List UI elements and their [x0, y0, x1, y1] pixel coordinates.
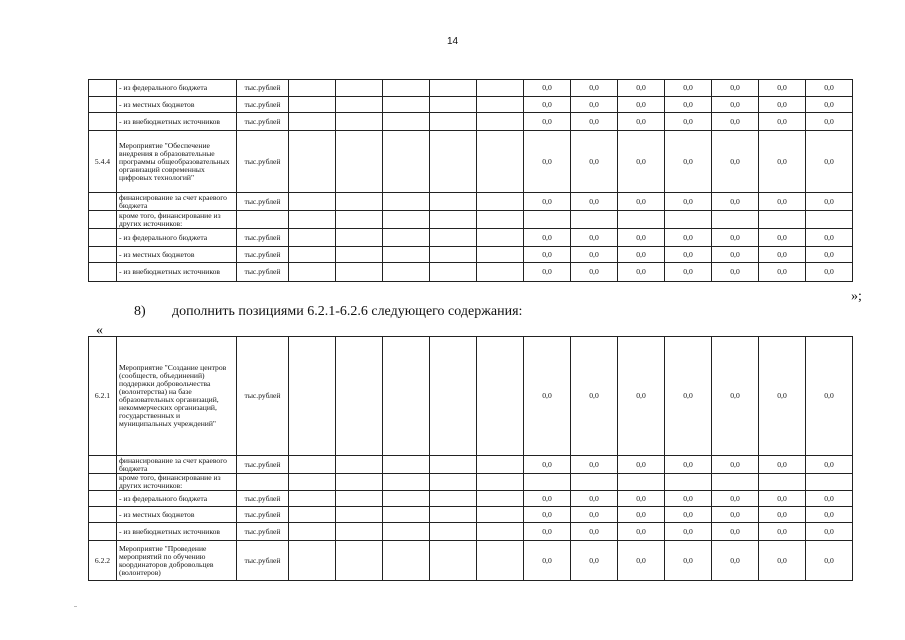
- value-cell: 0,0: [618, 131, 665, 193]
- row-label-cell: финансирование за счет краевого бюджета: [117, 193, 237, 211]
- row-number-cell: 5.4.4: [89, 131, 117, 193]
- empty-cell: [289, 113, 336, 131]
- empty-cell: [383, 507, 430, 523]
- empty-cell: [336, 263, 383, 282]
- value-cell: 0,0: [524, 113, 571, 131]
- empty-cell: [289, 131, 336, 193]
- empty-cell: [430, 523, 477, 541]
- value-cell: 0,0: [665, 523, 712, 541]
- unit-cell: тыс.рублей: [237, 193, 289, 211]
- row-label-cell: - из федерального бюджета: [117, 491, 237, 507]
- empty-cell: [477, 211, 524, 229]
- value-cell: 0,0: [806, 229, 853, 247]
- unit-cell: тыс.рублей: [237, 113, 289, 131]
- empty-cell: [289, 523, 336, 541]
- empty-cell: [336, 541, 383, 581]
- value-cell: 0,0: [571, 193, 618, 211]
- value-cell: 0,0: [759, 131, 806, 193]
- empty-cell: [383, 337, 430, 456]
- value-cell: 0,0: [712, 97, 759, 113]
- table-row: [89, 247, 853, 263]
- empty-cell: [336, 507, 383, 523]
- value-cell: 0,0: [665, 229, 712, 247]
- empty-cell: [289, 80, 336, 97]
- row-number-cell: [89, 456, 117, 474]
- empty-cell: [336, 80, 383, 97]
- empty-cell: [477, 131, 524, 193]
- unit-cell: [237, 211, 289, 229]
- row-number-cell: 6.2.1: [89, 337, 117, 456]
- value-cell: 0,0: [618, 97, 665, 113]
- value-cell: 0,0: [712, 113, 759, 131]
- value-cell: 0,0: [712, 229, 759, 247]
- row-label-cell: Мероприятие "Проведение мероприятий по обучению координаторов добровольцев (волонтеров): [117, 541, 237, 581]
- value-cell: 0,0: [665, 193, 712, 211]
- value-cell: 0,0: [806, 80, 853, 97]
- value-cell: 0,0: [759, 263, 806, 282]
- value-cell: 0,0: [524, 456, 571, 474]
- empty-cell: [430, 193, 477, 211]
- value-cell: 0,0: [806, 263, 853, 282]
- empty-cell: [289, 541, 336, 581]
- empty-cell: [430, 541, 477, 581]
- value-cell: 0,0: [712, 507, 759, 523]
- empty-cell: [477, 507, 524, 523]
- unit-cell: тыс.рублей: [237, 97, 289, 113]
- value-cell: 0,0: [618, 247, 665, 263]
- empty-cell: [289, 263, 336, 282]
- empty-cell: [336, 113, 383, 131]
- value-cell: 0,0: [571, 247, 618, 263]
- value-cell: 0,0: [712, 523, 759, 541]
- empty-cell: [383, 211, 430, 229]
- row-number-cell: [89, 211, 117, 229]
- empty-cell: [430, 229, 477, 247]
- empty-cell: [383, 456, 430, 474]
- empty-cell: [477, 113, 524, 131]
- empty-cell: [383, 193, 430, 211]
- row-label-cell: финансирование за счет краевого бюджета: [117, 456, 237, 474]
- empty-cell: [336, 456, 383, 474]
- empty-cell: [289, 456, 336, 474]
- value-cell: 0,0: [759, 337, 806, 456]
- empty-cell: [383, 541, 430, 581]
- value-cell: 0,0: [759, 113, 806, 131]
- empty-cell: [477, 263, 524, 282]
- table-row: [89, 131, 853, 193]
- empty-cell: [289, 507, 336, 523]
- empty-cell: [383, 80, 430, 97]
- row-number-cell: [89, 97, 117, 113]
- value-cell: 0,0: [806, 541, 853, 581]
- value-cell: [571, 211, 618, 229]
- value-cell: 0,0: [571, 337, 618, 456]
- empty-cell: [477, 247, 524, 263]
- unit-cell: тыс.рублей: [237, 456, 289, 474]
- value-cell: 0,0: [618, 337, 665, 456]
- value-cell: 0,0: [524, 491, 571, 507]
- value-cell: [665, 211, 712, 229]
- row-label-cell: - из местных бюджетов: [117, 247, 237, 263]
- value-cell: 0,0: [806, 523, 853, 541]
- value-cell: 0,0: [524, 131, 571, 193]
- value-cell: 0,0: [759, 193, 806, 211]
- row-label-cell: - из местных бюджетов: [117, 507, 237, 523]
- unit-cell: [237, 474, 289, 491]
- value-cell: 0,0: [665, 113, 712, 131]
- budget-table-1: [88, 79, 853, 282]
- value-cell: [759, 474, 806, 491]
- row-number-cell: [89, 113, 117, 131]
- empty-cell: [383, 247, 430, 263]
- empty-cell: [289, 247, 336, 263]
- value-cell: 0,0: [524, 541, 571, 581]
- value-cell: [712, 474, 759, 491]
- value-cell: 0,0: [571, 491, 618, 507]
- value-cell: 0,0: [759, 456, 806, 474]
- table-row: [89, 113, 853, 131]
- empty-cell: [383, 523, 430, 541]
- value-cell: 0,0: [618, 507, 665, 523]
- value-cell: 0,0: [759, 247, 806, 263]
- value-cell: 0,0: [806, 337, 853, 456]
- value-cell: [571, 474, 618, 491]
- row-label-cell: Мероприятие "Обеспечение внедрения в образовательные программы общеобразовательных организаций современных цифровых технологий": [117, 131, 237, 193]
- empty-cell: [289, 211, 336, 229]
- value-cell: 0,0: [618, 80, 665, 97]
- row-label-cell: - из внебюджетных источников: [117, 523, 237, 541]
- row-label-cell: - из внебюджетных источников: [117, 113, 237, 131]
- value-cell: 0,0: [759, 491, 806, 507]
- empty-cell: [383, 229, 430, 247]
- budget-table-2: [88, 336, 853, 581]
- value-cell: [806, 211, 853, 229]
- row-label-cell: - из внебюджетных источников: [117, 263, 237, 282]
- value-cell: 0,0: [712, 193, 759, 211]
- closing-quote: »;: [851, 289, 862, 304]
- value-cell: 0,0: [524, 337, 571, 456]
- value-cell: 0,0: [571, 523, 618, 541]
- row-number-cell: [89, 474, 117, 491]
- empty-cell: [383, 97, 430, 113]
- scan-mark: [74, 606, 77, 607]
- value-cell: 0,0: [524, 80, 571, 97]
- item-number: 8): [134, 304, 146, 319]
- unit-cell: тыс.рублей: [237, 337, 289, 456]
- value-cell: [806, 474, 853, 491]
- empty-cell: [289, 474, 336, 491]
- empty-cell: [430, 456, 477, 474]
- value-cell: [759, 211, 806, 229]
- empty-cell: [430, 474, 477, 491]
- empty-cell: [336, 229, 383, 247]
- value-cell: 0,0: [712, 491, 759, 507]
- row-number-cell: [89, 80, 117, 97]
- empty-cell: [383, 263, 430, 282]
- page-number: 14: [446, 36, 459, 47]
- empty-cell: [477, 474, 524, 491]
- empty-cell: [430, 80, 477, 97]
- unit-cell: тыс.рублей: [237, 247, 289, 263]
- value-cell: 0,0: [571, 541, 618, 581]
- value-cell: 0,0: [759, 507, 806, 523]
- table-row: [89, 541, 853, 581]
- row-number-cell: 6.2.2: [89, 541, 117, 581]
- value-cell: 0,0: [665, 247, 712, 263]
- value-cell: [618, 211, 665, 229]
- empty-cell: [477, 456, 524, 474]
- unit-cell: тыс.рублей: [237, 131, 289, 193]
- value-cell: 0,0: [806, 113, 853, 131]
- empty-cell: [383, 113, 430, 131]
- empty-cell: [430, 97, 477, 113]
- row-label-cell: - из федерального бюджета: [117, 80, 237, 97]
- empty-cell: [383, 491, 430, 507]
- table-row: [89, 337, 853, 456]
- empty-cell: [336, 491, 383, 507]
- value-cell: 0,0: [571, 97, 618, 113]
- empty-cell: [430, 263, 477, 282]
- row-number-cell: [89, 523, 117, 541]
- value-cell: 0,0: [712, 131, 759, 193]
- empty-cell: [477, 97, 524, 113]
- value-cell: 0,0: [806, 131, 853, 193]
- value-cell: [665, 474, 712, 491]
- empty-cell: [430, 247, 477, 263]
- table-row: [89, 193, 853, 211]
- empty-cell: [477, 337, 524, 456]
- unit-cell: тыс.рублей: [237, 80, 289, 97]
- row-number-cell: [89, 263, 117, 282]
- empty-cell: [336, 523, 383, 541]
- value-cell: 0,0: [618, 229, 665, 247]
- empty-cell: [289, 491, 336, 507]
- empty-cell: [430, 337, 477, 456]
- value-cell: 0,0: [524, 263, 571, 282]
- value-cell: 0,0: [712, 80, 759, 97]
- item-text: дополнить позициями 6.2.1-6.2.6 следующего содержания:: [172, 304, 523, 319]
- value-cell: 0,0: [712, 456, 759, 474]
- row-label-cell: - из федерального бюджета: [117, 229, 237, 247]
- value-cell: 0,0: [665, 541, 712, 581]
- value-cell: 0,0: [759, 97, 806, 113]
- empty-cell: [430, 507, 477, 523]
- table-row: [89, 523, 853, 541]
- value-cell: [712, 211, 759, 229]
- row-number-cell: [89, 507, 117, 523]
- value-cell: 0,0: [524, 229, 571, 247]
- empty-cell: [430, 131, 477, 193]
- empty-cell: [477, 491, 524, 507]
- unit-cell: тыс.рублей: [237, 507, 289, 523]
- table-row: [89, 507, 853, 523]
- empty-cell: [477, 193, 524, 211]
- value-cell: 0,0: [618, 523, 665, 541]
- row-label-cell: кроме того, финансирование из других источников:: [117, 474, 237, 491]
- value-cell: 0,0: [618, 541, 665, 581]
- empty-cell: [336, 247, 383, 263]
- empty-cell: [477, 523, 524, 541]
- empty-cell: [289, 229, 336, 247]
- value-cell: 0,0: [712, 263, 759, 282]
- value-cell: 0,0: [571, 263, 618, 282]
- opening-quote: «: [96, 323, 103, 338]
- value-cell: 0,0: [806, 491, 853, 507]
- row-number-cell: [89, 193, 117, 211]
- value-cell: 0,0: [571, 80, 618, 97]
- empty-cell: [336, 337, 383, 456]
- value-cell: 0,0: [665, 97, 712, 113]
- table-row: [89, 263, 853, 282]
- value-cell: 0,0: [571, 131, 618, 193]
- row-number-cell: [89, 229, 117, 247]
- unit-cell: тыс.рублей: [237, 491, 289, 507]
- value-cell: 0,0: [806, 456, 853, 474]
- table-row: [89, 491, 853, 507]
- value-cell: 0,0: [806, 193, 853, 211]
- empty-cell: [383, 474, 430, 491]
- value-cell: 0,0: [618, 263, 665, 282]
- value-cell: 0,0: [524, 97, 571, 113]
- empty-cell: [336, 474, 383, 491]
- value-cell: 0,0: [665, 131, 712, 193]
- value-cell: 0,0: [618, 113, 665, 131]
- table-row: [89, 474, 853, 491]
- value-cell: 0,0: [759, 80, 806, 97]
- value-cell: 0,0: [665, 491, 712, 507]
- value-cell: 0,0: [759, 541, 806, 581]
- row-number-cell: [89, 491, 117, 507]
- value-cell: 0,0: [665, 507, 712, 523]
- amendment-heading: [134, 304, 522, 320]
- empty-cell: [477, 80, 524, 97]
- empty-cell: [383, 131, 430, 193]
- row-label-cell: кроме того, финансирование из других источников:: [117, 211, 237, 229]
- empty-cell: [336, 211, 383, 229]
- value-cell: 0,0: [759, 229, 806, 247]
- value-cell: 0,0: [618, 456, 665, 474]
- empty-cell: [289, 97, 336, 113]
- value-cell: 0,0: [524, 193, 571, 211]
- value-cell: [524, 474, 571, 491]
- value-cell: 0,0: [571, 507, 618, 523]
- value-cell: 0,0: [665, 456, 712, 474]
- empty-cell: [477, 229, 524, 247]
- row-number-cell: [89, 247, 117, 263]
- value-cell: 0,0: [806, 507, 853, 523]
- table-row: [89, 229, 853, 247]
- value-cell: 0,0: [524, 523, 571, 541]
- row-label-cell: Мероприятие "Создание центров (сообществ, объединений) поддержки добровольчества (волонтерства) на базе образовательных организаций, некоммерческих организаций, государственных и муниципальных учреждений": [117, 337, 237, 456]
- value-cell: 0,0: [571, 456, 618, 474]
- value-cell: 0,0: [806, 97, 853, 113]
- row-label-cell: - из местных бюджетов: [117, 97, 237, 113]
- table-row: [89, 211, 853, 229]
- value-cell: 0,0: [618, 491, 665, 507]
- value-cell: 0,0: [524, 247, 571, 263]
- value-cell: 0,0: [524, 507, 571, 523]
- unit-cell: тыс.рублей: [237, 263, 289, 282]
- empty-cell: [430, 211, 477, 229]
- value-cell: 0,0: [618, 193, 665, 211]
- table-row: [89, 80, 853, 97]
- value-cell: 0,0: [806, 247, 853, 263]
- value-cell: 0,0: [571, 229, 618, 247]
- value-cell: 0,0: [665, 80, 712, 97]
- empty-cell: [336, 131, 383, 193]
- value-cell: 0,0: [571, 113, 618, 131]
- table-row: [89, 97, 853, 113]
- unit-cell: тыс.рублей: [237, 541, 289, 581]
- empty-cell: [430, 491, 477, 507]
- empty-cell: [477, 541, 524, 581]
- empty-cell: [336, 97, 383, 113]
- empty-cell: [336, 193, 383, 211]
- value-cell: 0,0: [712, 337, 759, 456]
- value-cell: 0,0: [665, 337, 712, 456]
- table-row: [89, 456, 853, 474]
- unit-cell: тыс.рублей: [237, 229, 289, 247]
- value-cell: [618, 474, 665, 491]
- value-cell: 0,0: [712, 247, 759, 263]
- unit-cell: тыс.рублей: [237, 523, 289, 541]
- value-cell: 0,0: [712, 541, 759, 581]
- empty-cell: [289, 337, 336, 456]
- value-cell: [524, 211, 571, 229]
- value-cell: 0,0: [665, 263, 712, 282]
- empty-cell: [430, 113, 477, 131]
- empty-cell: [289, 193, 336, 211]
- value-cell: 0,0: [759, 523, 806, 541]
